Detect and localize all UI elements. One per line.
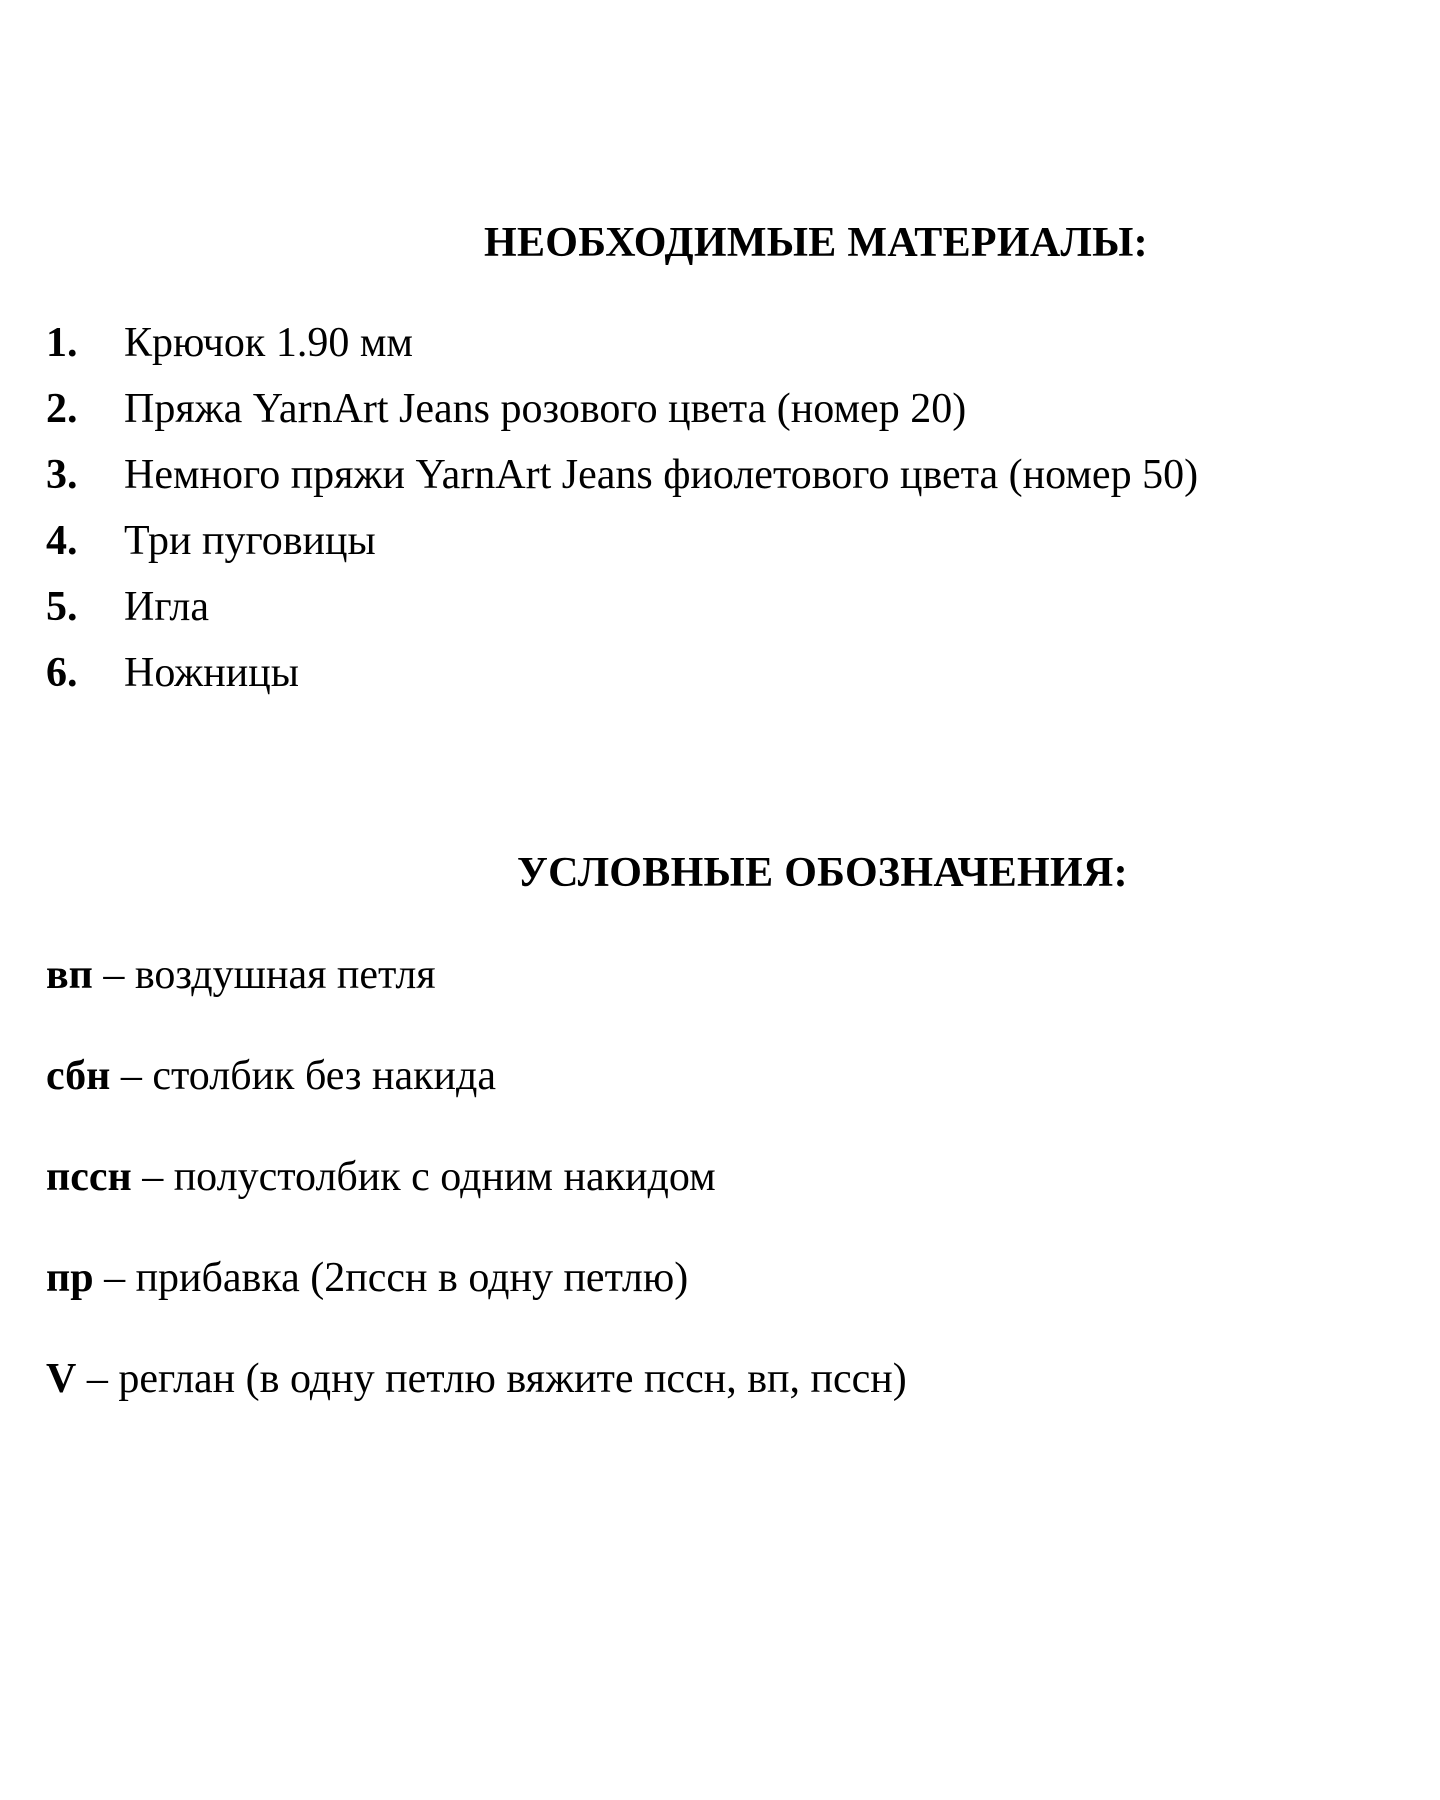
materials-item-number: 3. [46, 452, 78, 498]
materials-item-text: Ножницы [124, 650, 299, 696]
materials-item-number: 2. [46, 386, 78, 432]
legend-item [46, 1152, 907, 1253]
legend-description: – воздушная петля [92, 952, 436, 998]
materials-heading: НЕОБХОДИМЫЕ МАТЕРИАЛЫ: [484, 220, 1148, 266]
materials-list [46, 318, 1198, 714]
materials-item-number: 5. [46, 584, 78, 630]
legend-description: – столбик без накида [110, 1053, 497, 1099]
legend-description: – прибавка (2пссн в одну петлю) [93, 1255, 689, 1301]
materials-item-text: Три пуговицы [124, 518, 376, 564]
legend-item [46, 1051, 907, 1152]
materials-item-text: Крючок 1.90 мм [124, 320, 413, 366]
legend-abbreviation: V [46, 1356, 77, 1402]
legend-abbreviation: пссн [46, 1154, 132, 1200]
legend-item [46, 950, 907, 1051]
materials-item [46, 516, 1198, 582]
materials-item-text: Игла [124, 584, 210, 630]
materials-item [46, 318, 1198, 384]
materials-item [46, 384, 1198, 450]
legend-abbreviation: сбн [46, 1053, 111, 1099]
materials-item [46, 450, 1198, 516]
legend-description: – полустолбик с одним накидом [131, 1154, 716, 1200]
materials-item-number: 6. [46, 650, 78, 696]
materials-item-number: 1. [46, 320, 78, 366]
materials-item-text: Немного пряжи YarnArt Jeans фиолетового цвета (номер 50) [124, 452, 1199, 498]
legend-item [46, 1354, 907, 1455]
legend-abbreviation: пр [46, 1255, 94, 1301]
legend-heading: УСЛОВНЫЕ ОБОЗНАЧЕНИЯ: [517, 850, 1128, 896]
materials-item [46, 648, 1198, 714]
materials-item-number: 4. [46, 518, 78, 564]
materials-item [46, 582, 1198, 648]
materials-item-text: Пряжа YarnArt Jeans розового цвета (номер 20) [124, 386, 967, 432]
legend-item [46, 1253, 907, 1354]
legend-description: – реглан (в одну петлю вяжите пссн, вп, пссн) [76, 1356, 907, 1402]
legend-abbreviation: вп [46, 952, 93, 998]
legend-list [46, 950, 907, 1455]
